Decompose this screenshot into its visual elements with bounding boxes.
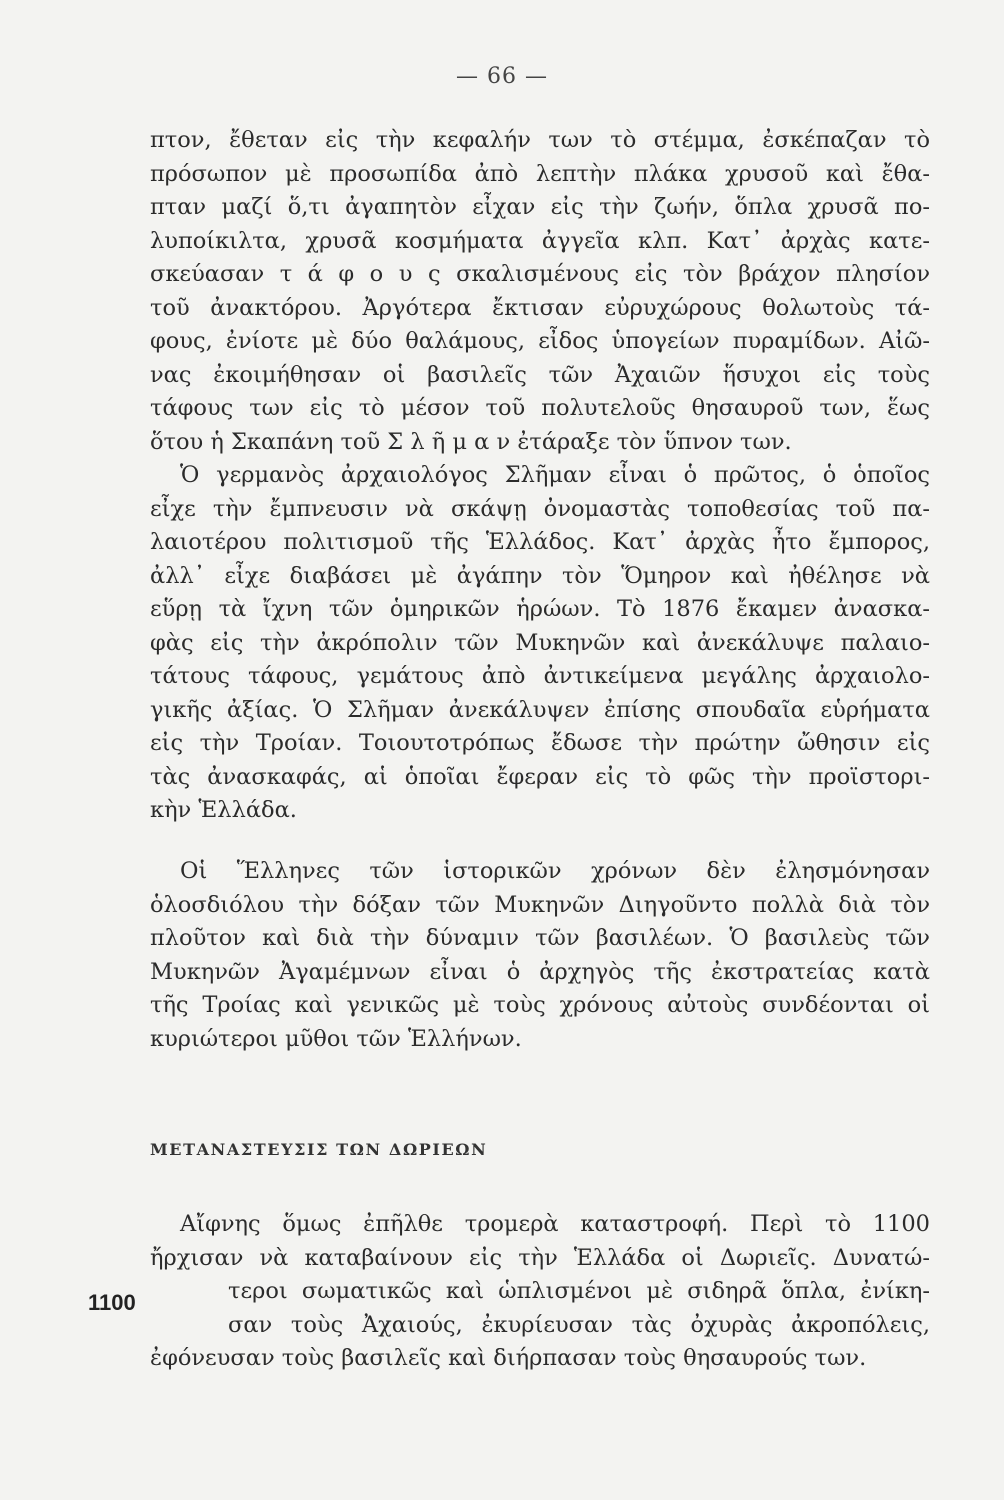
text-line: ὁλοσδιόλου τὴν δόξαν τῶν Μυκηνῶν Διηγοῦντο πολλὰ διὰ τὸν: [150, 891, 930, 918]
text-line: κὴν Ἑλλάδα.: [150, 797, 297, 823]
text-line: τοῦ ἀνακτόρου. Ἀργότερα ἔκτισαν εὐρυχώρους θολωτοὺς τά-: [150, 294, 930, 321]
text-line: εἶχε τὴν ἔμπνευσιν νὰ σκάψῃ ὀνομαστὰς τοποθεσίας τοῦ πα-: [150, 495, 930, 522]
text-line: τῆς Τροίας καὶ γενικῶς μὲ τοὺς χρόνους αὐτοὺς συνδέονται οἱ: [150, 992, 930, 1018]
text-line: Μυκηνῶν Ἀγαμέμνων εἶναι ὁ ἀρχηγὸς τῆς ἐκστρατείας κατὰ: [150, 958, 930, 985]
text-line: Ὁ γερμανὸς ἀρχαιολόγος Σλῆμαν εἶναι ὁ πρῶτος, ὁ ὁποῖος: [180, 462, 930, 488]
text-line: τάτους τάφους, γεμάτους ἀπὸ ἀντικείμενα μεγάλης ἀρχαιολο-: [150, 663, 930, 689]
body-text-upper: [150, 124, 930, 828]
text-line: φὰς εἰς τὴν ἀκρόπολιν τῶν Μυκηνῶν καὶ ἀνεκάλυψε παλαιο-: [150, 629, 930, 656]
text-line: πταν μαζί ὅ,τι ἀγαπητὸν εἶχαν εἰς τὴν ζωήν, ὅπλα χρυσᾶ πο-: [150, 194, 930, 220]
text-line: εὕρῃ τὰ ἴχνη τῶν ὁμηρικῶν ἡρώων. Τὸ 1876 ἔκαμεν ἀνασκα-: [150, 596, 930, 622]
page-number: — 66 —: [456, 64, 548, 89]
section-heading: ΜΕΤΑΝΑΣΤΕΥΣΙΣ ΤΩΝ ΔΩΡΙΕΩΝ: [150, 1140, 488, 1159]
text-line: κυριώτεροι μῦθοι τῶν Ἑλλήνων.: [150, 1025, 522, 1052]
body-text-lower: [150, 1208, 930, 1376]
text-line: Αἴφνης ὅμως ἐπῆλθε τρομερὰ καταστροφή. Περὶ τὸ 1100: [180, 1211, 930, 1237]
text-line: σκεύασαν τ ά φ ο υ ς σκαλισμένους εἰς τὸν βράχον πλησίον: [150, 261, 930, 287]
text-line: πτον, ἔθεταν εἰς τὴν κεφαλήν των τὸ στέμμα, ἐσκέπαζαν τὸ: [150, 127, 930, 153]
text-line: ἀλλ᾽ εἶχε διαβάσει μὲ ἀγάπην τὸν Ὅμηρον καὶ ἠθέλησε νὰ: [150, 562, 930, 589]
body-text-middle: [150, 855, 930, 1056]
text-line: τεροι σωματικῶς καὶ ὡπλισμένοι μὲ σιδηρᾶ ὅπλα, ἐνίκη-: [228, 1278, 930, 1304]
text-line: πλοῦτον καὶ διὰ τὴν δύναμιν τῶν βασιλέων. Ὁ βασιλεὺς τῶν: [150, 925, 930, 951]
text-line: Οἱ Ἕλληνες τῶν ἱστορικῶν χρόνων δὲν ἐλησμόνησαν: [180, 858, 930, 884]
text-line: λυποίκιλτα, χρυσᾶ κοσμήματα ἀγγεῖα κλπ. Κατ᾽ ἀρχὰς κατε-: [150, 227, 930, 254]
text-line: πρόσωπον μὲ προσωπίδα ἀπὸ λεπτὴν πλάκα χρυσοῦ καὶ ἔθα-: [150, 160, 930, 187]
margin-date-note: 1100: [88, 1290, 136, 1315]
text-line: ὅτου ἡ Σκαπάνη τοῦ Σ λ ῆ μ α ν ἐτάραξε τὸν ὕπνον των.: [150, 428, 792, 455]
text-line: τάφους των εἰς τὸ μέσον τοῦ πολυτελοῦς θησαυροῦ των, ἕως: [150, 395, 930, 421]
text-line: λαιοτέρου πολιτισμοῦ τῆς Ἑλλάδος. Κατ᾽ ἀρχὰς ἦτο ἔμπορος,: [150, 529, 930, 555]
text-line: φους, ἐνίοτε μὲ δύο θαλάμους, εἶδος ὑπογείων πυραμίδων. Αἰῶ-: [150, 328, 930, 354]
text-line: σαν τοὺς Ἀχαιούς, ἐκυρίευσαν τὰς ὀχυρὰς ἀκροπόλεις,: [228, 1311, 930, 1338]
text-line: τὰς ἀνασκαφάς, αἱ ὁποῖαι ἔφεραν εἰς τὸ φῶς τὴν προϊστορι-: [150, 763, 930, 790]
text-line: ἤρχισαν νὰ καταβαίνουν εἰς τὴν Ἑλλάδα οἱ Δωριεῖς. Δυνατώ-: [150, 1244, 930, 1271]
text-line: ἐφόνευσαν τοὺς βασιλεῖς καὶ διήρπασαν τοὺς θησαυρούς των.: [150, 1345, 867, 1371]
text-line: νας ἐκοιμήθησαν οἱ βασιλεῖς τῶν Ἀχαιῶν ἥσυχοι εἰς τοὺς: [150, 361, 930, 388]
text-line: γικῆς ἀξίας. Ὁ Σλῆμαν ἀνεκάλυψεν ἐπίσης σπουδαῖα εὑρήματα: [150, 696, 930, 723]
text-line: εἰς τὴν Τροίαν. Τοιουτοτρόπως ἔδωσε τὴν πρώτην ὤθησιν εἰς: [150, 730, 930, 756]
